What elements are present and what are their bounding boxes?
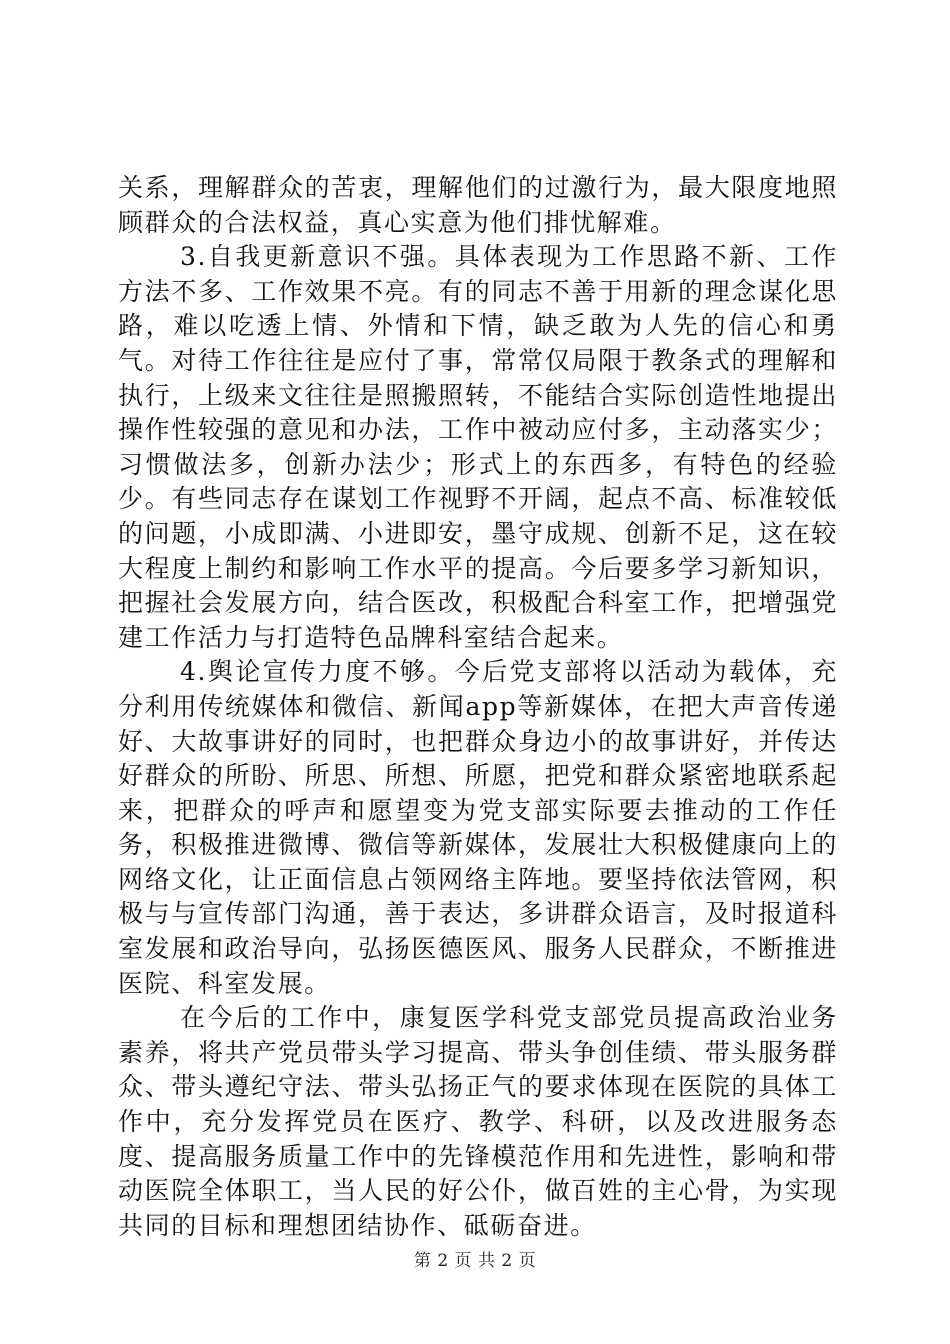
document-body <box>118 171 838 1243</box>
paragraph-item-3: 3.自我更新意识不强。具体表现为工作思路不新、工作方法不多、工作效果不亮。有的同志不善于用新的理念谋化思路，难以吃透上情、外情和下情，缺乏敢为人先的信心和勇气。对待工作往往是应付了事，常常仅局限于教条式的理解和执行，上级来文往往是照搬照转，不能结合实际创造性地提出操作性较强的意见和办法，工作中被动应付多，主动落实少；习惯做法多，创新办法少；形式上的东西多，有特色的经验少。有些同志存在谋划工作视野不开阔，起点不高、标准较低的问题，小成即满、小进即安，墨守成规、创新不足，这在较大程度上制约和影响工作水平的提高。今后要多学习新知识，把握社会发展方向，结合医改，积极配合科室工作，把增强党建工作活力与打造特色品牌科室结合起来。 <box>118 242 838 652</box>
page-footer: 第 2 页 共 2 页 <box>413 1251 537 1271</box>
paragraph-item-4: 4.舆论宣传力度不够。今后党支部将以活动为载体，充分利用传统媒体和微信、新闻app等新媒体，在把大声音传递好、大故事讲好的同时，也把群众身边小的故事讲好，并传达好群众的所盼、所思、所想、所愿，把党和群众紧密地联系起来，把群众的呼声和愿望变为党支部实际要去推动的工作任务，积极推进微博、微信等新媒体，发展壮大积极健康向上的网络文化，让正面信息占领网络主阵地。要坚持依法管网，积极与与宣传部门沟通，善于表达，多讲群众语言，及时报道科室发展和政治导向，弘扬医德医风、服务人民群众，不断推进医院、科室发展。 <box>118 657 838 998</box>
paragraph-conclusion: 在今后的工作中，康复医学科党支部党员提高政治业务素养，将共产党员带头学习提高、带头争创佳绩、带头服务群众、带头遵纪守法、带头弘扬正气的要求体现在医院的具体工作中，充分发挥党员在医疗、教学、科研，以及改进服务态度、提高服务质量工作中的先锋模范作用和先进性，影响和带动医院全体职工，当人民的好公仆，做百姓的主心骨，为实现共同的目标和理想团结协作、砥砺奋进。 <box>118 1003 838 1240</box>
paragraph-continuation: 关系，理解群众的苦衷，理解他们的过激行为，最大限度地照顾群众的合法权益，真心实意为他们排忧解难。 <box>118 173 838 237</box>
